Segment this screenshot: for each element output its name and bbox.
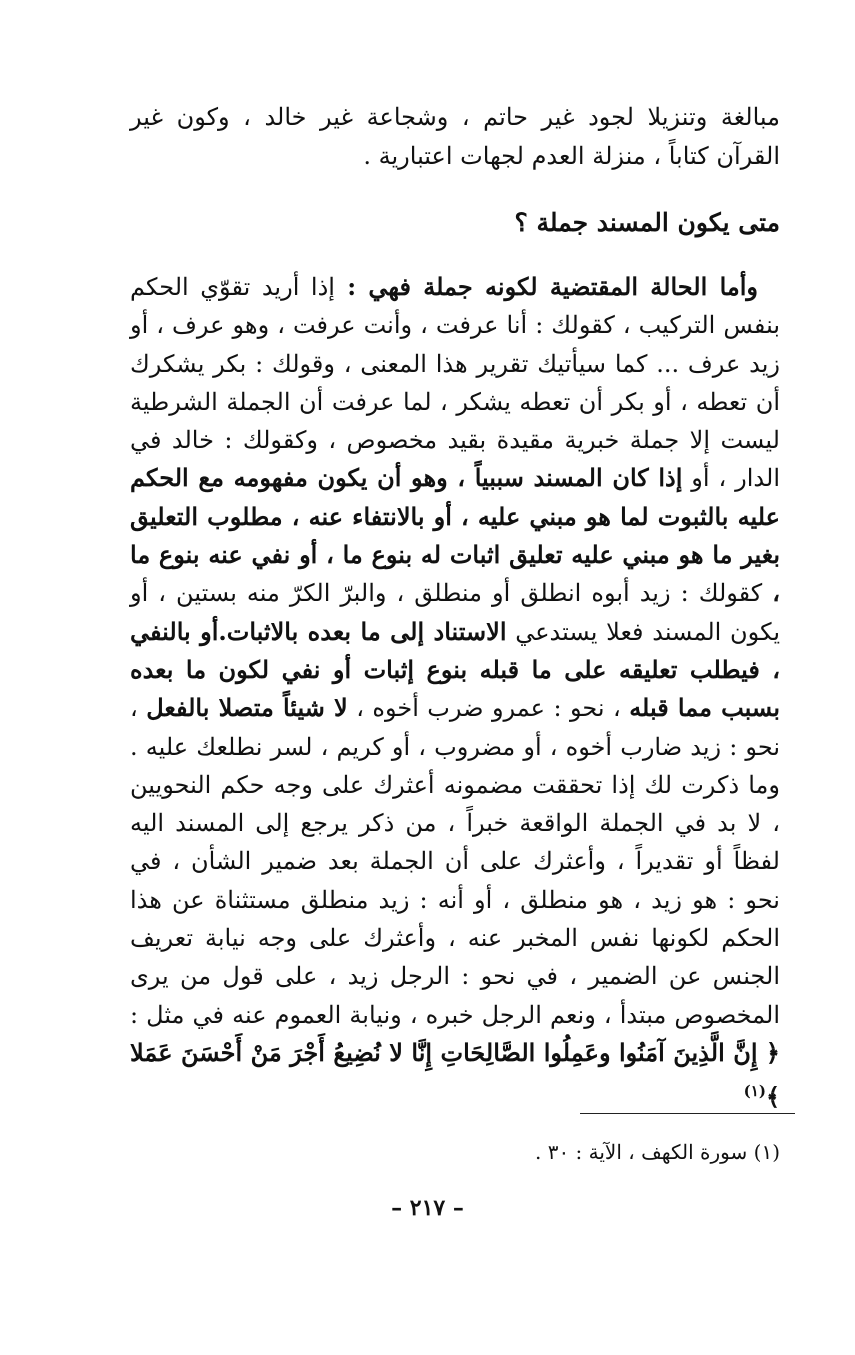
paragraph-text-2: كقولك : زيد أبوه انطلق أو منطلق ، والبرّ الكرّ منه بستين ، أو يكون المسند فعلا يستدعي bbox=[130, 579, 781, 646]
main-paragraph bbox=[130, 268, 780, 1117]
paragraph-lead-in: وأما الحالة المقتضية لكونه جملة فهي : bbox=[334, 272, 758, 301]
footnote-marker: (١) bbox=[743, 1082, 766, 1101]
paragraph-text-4: ، نحو : زيد ضارب أخوه ، أو مضروب ، أو كريم ، لسر نطلعك عليه . وما ذكرت لك إذا تحققت مضمونه أعثرك على وجه حكم النحويين ، لا بد في الجملة الواقعة خبراً ، من ذكر يرجع إلى المسند اليه لفظاً أو تقديراً ، وأعثرك على أن الجملة بعد ضمير الشأن ، في نحو : هو زيد ، هو منطلق ، أو أنه : زيد منطلق مستثناة عن هذا الحكم لكونها نفس المخبر عنه ، وأعثرك على وجه نيابة تعريف الجنس عن الضمير ، في نحو : الرجل زيد ، على قول من يرى المخصوص مبتدأ ، ونعم الرجل خبره ، ونيابة العموم عنه في مثل : bbox=[130, 694, 780, 1029]
section-heading: متى يكون المسند جملة ؟ bbox=[514, 208, 780, 237]
paragraph-bold-2: الاستناد إلى ما بعده بالاثبات.أو بالنفي ، فيطلب تعليقه على ما قبله بنوع إثبات أو نفي لكون ما بعده بسبب مما قبله bbox=[130, 616, 781, 723]
footnote-text: (١) سورة الكهف ، الآية : ٣٠ . bbox=[534, 1140, 780, 1164]
page-number: – ٢١٧ – bbox=[391, 1195, 464, 1221]
paragraph-bold-3: لا شيئاً متصلا بالفعل bbox=[146, 693, 348, 723]
paragraph-text-1: إذا أريد تقوّي الحكم بنفس التركيب ، كقولك : أنا عرفت ، وأنت عرفت ، وهو عرف ، أو زيد عرف ... كما سيأتيك تقرير هذا المعنى ، وقولك : بكر يشكرك أن تعطه ، أو بكر أن تعطه يشكر ، لما عرفت أن الجملة الشرطية ليست إلا جملة خبرية مقيدة بقيد مخصوص ، وكقولك : خالد في الدار ، أو bbox=[130, 273, 781, 493]
quran-quote: ﴿ إِنَّ الَّذِينَ آمَنُوا وعَمِلُوا الصَّالِحَاتِ إِنَّا لا نُضِيعُ أَجْرَ مَنْ أَحْسَنَ عَمَلا ﴾ bbox=[130, 1037, 780, 1112]
paragraph-bold-1: إذا كان المسند سببياً ، وهو أن يكون مفهومه مع الحكم عليه بالثبوت لما هو مبني عليه ، أو بالانتفاء عنه ، مطلوب التعليق بغير ما هو مبني عليه تعليق اثبات له بنوع ما ، أو نفي عنه بنوع ما ، bbox=[130, 463, 780, 608]
paragraph-text-3: ، نحو : عمرو ضرب أخوه ، bbox=[347, 694, 630, 723]
footnote-divider bbox=[580, 1113, 795, 1114]
intro-paragraph: مبالغة وتنزيلا لجود غير حاتم ، وشجاعة غير خالد ، وكون غير القرآن كتاباً ، منزلة العدم لجهات اعتبارية . bbox=[130, 103, 780, 170]
